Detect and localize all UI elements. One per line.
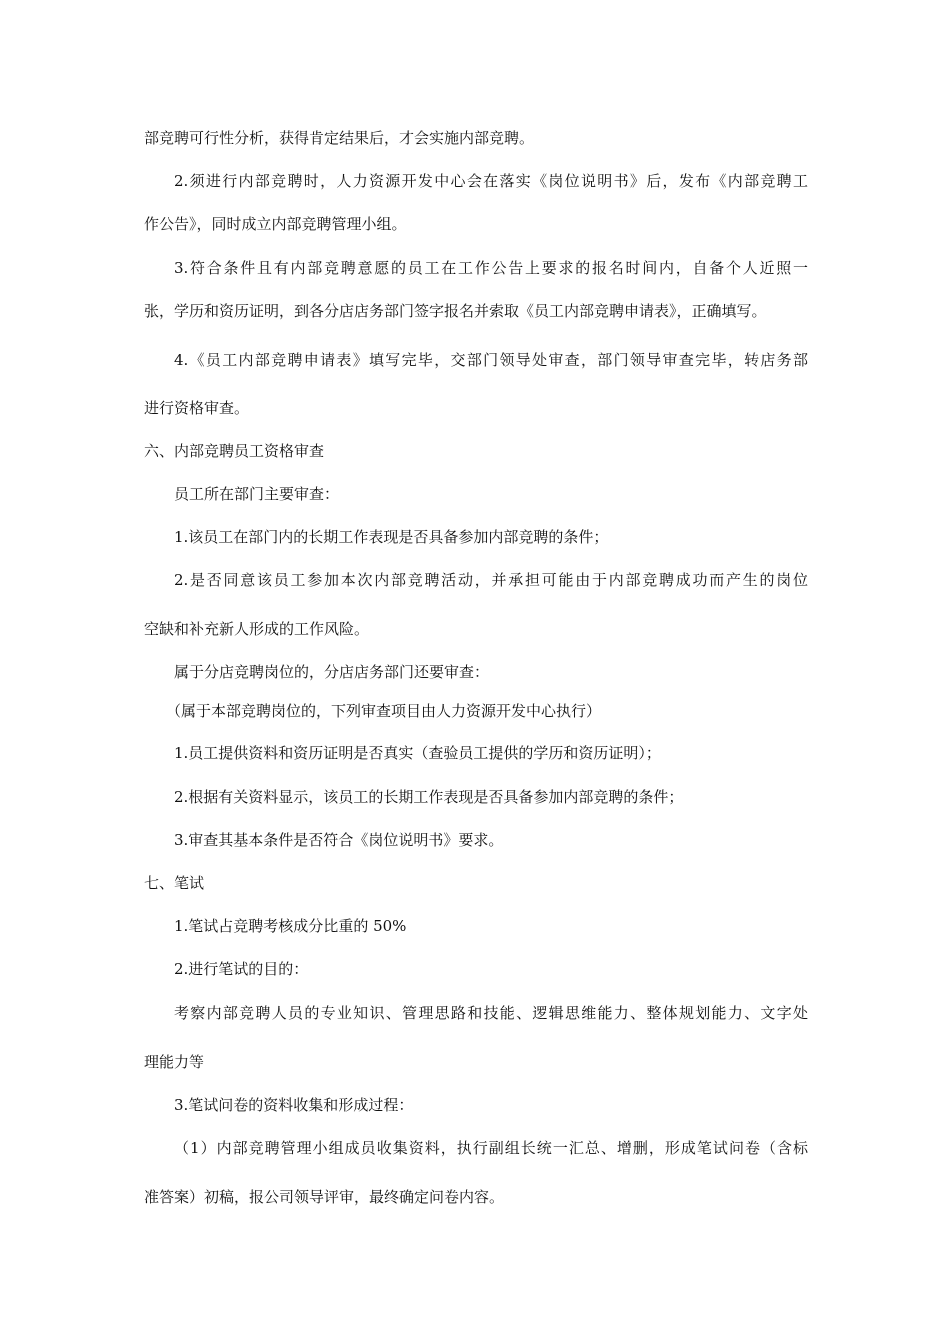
paragraph-line: 员工所在部门主要审查： [174, 485, 340, 503]
list-item: （1）内部竞聘管理小组成员收集资料，执行副组长统一汇总、增删，形成笔试问卷（含标 [174, 1139, 808, 1157]
paragraph-line: 张，学历和资历证明，到各分店店务部门签字报名并索取《员工内部竞聘申请表》，正确填写。 [144, 302, 767, 320]
paragraph-line: 理能力等 [144, 1053, 205, 1071]
paragraph-line: 空缺和补充新人形成的工作风险。 [144, 620, 370, 638]
list-item: 2.进行笔试的目的： [174, 960, 309, 978]
paragraph-line: 进行资格审查。 [144, 399, 250, 417]
paragraph-line: 准答案）初稿，报公司领导评审，最终确定问卷内容。 [144, 1188, 505, 1206]
list-item: 1.笔试占竞聘考核成分比重的 50% [174, 917, 407, 935]
paragraph-line: 3.符合条件且有内部竞聘意愿的员工在工作公告上要求的报名时间内，自备个人近照一 [174, 259, 808, 277]
list-item: 2.是否同意该员工参加本次内部竞聘活动，并承担可能由于内部竞聘成功而产生的岗位 [174, 571, 808, 589]
paragraph-line: 2.须进行内部竞聘时，人力资源开发中心会在落实《岗位说明书》后，发布《内部竞聘工 [174, 172, 808, 190]
paragraph-line: 作公告》，同时成立内部竞聘管理小组。 [144, 215, 407, 233]
section-heading: 六、内部竞聘员工资格审查 [144, 442, 325, 460]
list-item: 1.员工提供资料和资历证明是否真实（查验员工提供的学历和资历证明）； [174, 744, 661, 762]
paragraph-line: 部竞聘可行性分析，获得肯定结果后，才会实施内部竞聘。 [144, 129, 535, 147]
list-item: 2.根据有关资料显示，该员工的长期工作表现是否具备参加内部竞聘的条件； [174, 788, 684, 806]
paragraph-line: （属于本部竞聘岗位的，下列审查项目由人力资源开发中心执行） [166, 702, 602, 720]
paragraph-line: 4.《员工内部竞聘申请表》填写完毕，交部门领导处审查，部门领导审查完毕，转店务部 [174, 351, 808, 369]
list-item: 3.审查其基本条件是否符合《岗位说明书》要求。 [174, 831, 504, 849]
section-heading: 七、笔试 [144, 874, 205, 892]
list-item: 3.笔试问卷的资料收集和形成过程： [174, 1096, 414, 1114]
paragraph-line: 属于分店竞聘岗位的，分店店务部门还要审查： [174, 663, 490, 681]
paragraph-line: 考察内部竞聘人员的专业知识、管理思路和技能、逻辑思维能力、整体规划能力、文字处 [174, 1004, 808, 1022]
list-item: 1.该员工在部门内的长期工作表现是否具备参加内部竞聘的条件； [174, 528, 609, 546]
